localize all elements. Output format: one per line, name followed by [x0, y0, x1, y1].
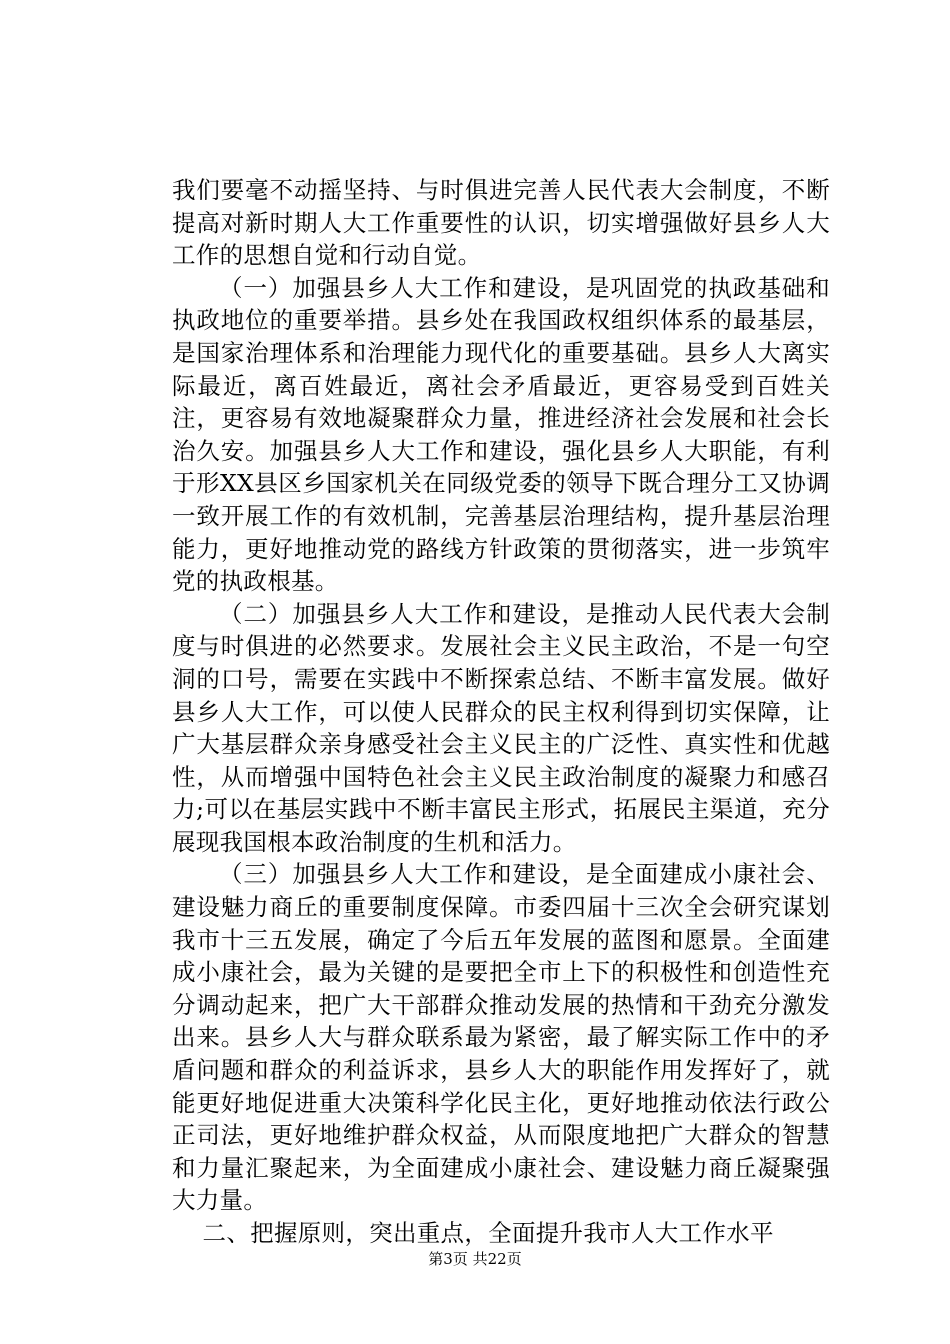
page-number: 第3页 共22页: [428, 1250, 522, 1268]
paragraph-section-three: （三）加强县乡人大工作和建设，是全面建成小康社会、建设魅力商丘的重要制度保障。市委四届十三次全会研究谋划我市十三五发展，确定了今后五年发展的蓝图和愿景。全面建成小康社会，最为关键的是要把全市上下的积极性和创造性充分调动起来，把广大干部群众推动发展的热情和干劲充分激发出来。县乡人大与群众联系最为紧密，最了解实际工作中的矛盾问题和群众的利益诉求，县乡人大的职能作用发挥好了，就能更好地促进重大决策科学化民主化，更好地推动依法行政公正司法，更好地维护群众权益，从而限度地把广大群众的智慧和力量汇聚起来，为全面建成小康社会、建设魅力商丘凝聚强大力量。: [172, 860, 830, 1215]
document-body: [172, 174, 830, 1250]
paragraph-section-one: （一）加强县乡人大工作和建设，是巩固党的执政基础和执政地位的重要举措。县乡处在我国政权组织体系的最基层，是国家治理体系和治理能力现代化的重要基础。县乡人大离实际最近，离百姓最近，离社会矛盾最近，更容易受到百姓关注，更容易有效地凝聚群众力量，推进经济社会发展和社会长治久安。加强县乡人大工作和建设，强化县乡人大职能，有利于形XX县区乡国家机关在同级党委的领导下既合理分工又协调一致开展工作的有效机制，完善基层治理结构，提升基层治理能力，更好地推动党的路线方针政策的贯彻落实，进一步筑牢党的执政根基。: [172, 273, 830, 596]
paragraph-continuation: 我们要毫不动摇坚持、与时俱进完善人民代表大会制度，不断提高对新时期人大工作重要性的认识，切实增强做好县乡人大工作的思想自觉和行动自觉。: [172, 176, 830, 270]
page-footer: [0, 1249, 950, 1269]
section-heading: 二、把握原则，突出重点，全面提升我市人大工作水平: [202, 1219, 774, 1247]
paragraph-section-two: （二）加强县乡人大工作和建设，是推动人民代表大会制度与时俱进的必然要求。发展社会主义民主政治，不是一句空洞的口号，需要在实践中不断探索总结、不断丰富发展。做好县乡人大工作，可以使人民群众的民主权利得到切实保障，让广大基层群众亲身感受社会主义民主的广泛性、真实性和优越性，从而增强中国特色社会主义民主政治制度的凝聚力和感召力;可以在基层实践中不断丰富民主形式，拓展民主渠道，充分展现我国根本政治制度的生机和活力。: [172, 599, 830, 856]
